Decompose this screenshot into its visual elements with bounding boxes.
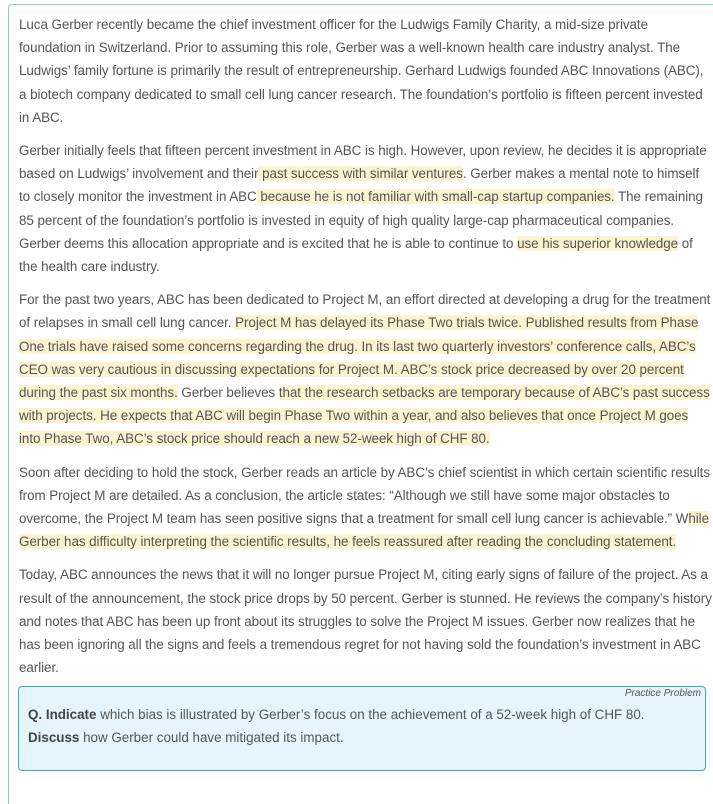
case-body — [19, 13, 713, 689]
text-segment: Today, ABC announces the news that it will no longer pursue Project M, citing early signs of failure of the project. As a result of the announcement, the stock price drops by 50 percent. Gerber is stunned. He reviews the company’s history and notes that ABC has been up front about its struggles to solve the Project M issues. Gerber now realizes that he has been ignoring all the signs and feels a tremendous regret for not having sold the foundation’s investment in ABC earlier. — [19, 567, 712, 676]
highlighted-text[interactable]: Project M has delayed its Phase Two trials twice. Published results from Phase One trials have raised some concerns regarding the drug. In its last two quarterly investors’ conference calls, ABC’s CEO was very cautious in discussing expectations for Project M. ABC’s stock price decreased by over 20 percent during the past six months. — [19, 315, 699, 401]
question-verb-discuss: Discuss — [28, 730, 80, 745]
case-paragraph-2 — [19, 139, 713, 278]
question-suffix: how Gerber could have mitigated its impact. — [79, 730, 344, 745]
highlighted-text[interactable]: use his superior knowledge — [517, 235, 679, 251]
case-paragraph-1 — [19, 13, 713, 129]
question-prefix: Q. Indicate — [28, 707, 97, 722]
practice-problem-label: Practice Problem — [624, 688, 701, 699]
question-text — [28, 703, 698, 749]
highlighted-text[interactable]: because he is not familiar with small-cap startup companies. — [256, 189, 615, 205]
highlighted-text[interactable]: past success with similar ventures — [258, 166, 463, 182]
text-segment: For the past two years, ABC has been dedicated to Project M, an effort directed at developing a drug for the treatment of relapses in small cell lung cancer. — [19, 292, 711, 331]
text-segment: Luca Gerber recently became the chief investment officer for the Ludwigs Family Charity, a mid-size private foundation in Switzerland. Prior to assuming this role, Gerber was a well-known health care industry analyst. The Ludwigs’ family fortune is primarily the result of entrepreneurship. Gerhard Ludwigs founded ABC Innovations (ABC), a biotech company dedicated to small cell lung cancer research. The foundation’s portfolio is fifteen percent invested in ABC. — [19, 17, 704, 125]
case-paragraph-5 — [19, 563, 713, 679]
highlighted-text[interactable]: that the research setbacks are temporary because of ABC’s past success with projects. He expects that ABC will begin Phase Two within a year, and also believes that once Project M goes into Phase Two, ABC’s stock price should reach a new 52-week high of CHF 80. — [19, 385, 710, 447]
case-container — [8, 4, 713, 804]
case-paragraph-4 — [19, 461, 713, 554]
highlighted-text[interactable]: hile Gerber has difficulty interpreting the scientific results, he feels reassured after reading the concluding statement. — [19, 511, 709, 550]
text-segment: Gerber believes — [177, 385, 279, 401]
text-segment: The remaining 85 percent of the foundation’s portfolio is invested in equity of high quality large-cap pharmaceutical companies. Gerber deems this allocation appropriate and is excited that he is able to continue to — [19, 189, 703, 251]
text-segment: . Gerber makes a mental note to himself to closely monitor the investment in ABC — [19, 166, 700, 205]
case-paragraph-3 — [19, 288, 713, 450]
text-segment: Gerber initially feels that fifteen percent investment in ABC is high. However, upon review, he decides it is appropriate based on Ludwigs’ involvement and their — [19, 143, 707, 182]
text-segment: of the health care industry. — [19, 235, 693, 275]
text-segment: Soon after deciding to hold the stock, Gerber reads an article by ABC’s chief scientist in which certain scientific results from Project M are detailed. As a conclusion, the article states: “Although we still have some major obstacles to overcome, the Project M team has seen positive signs that a treatment for small cell lung cancer is achievable.” W — [19, 464, 711, 527]
question-middle: which bias is illustrated by Gerber’s focus on the achievement of a 52-week high of CHF 80. — [96, 707, 645, 722]
practice-problem-box — [18, 686, 706, 771]
